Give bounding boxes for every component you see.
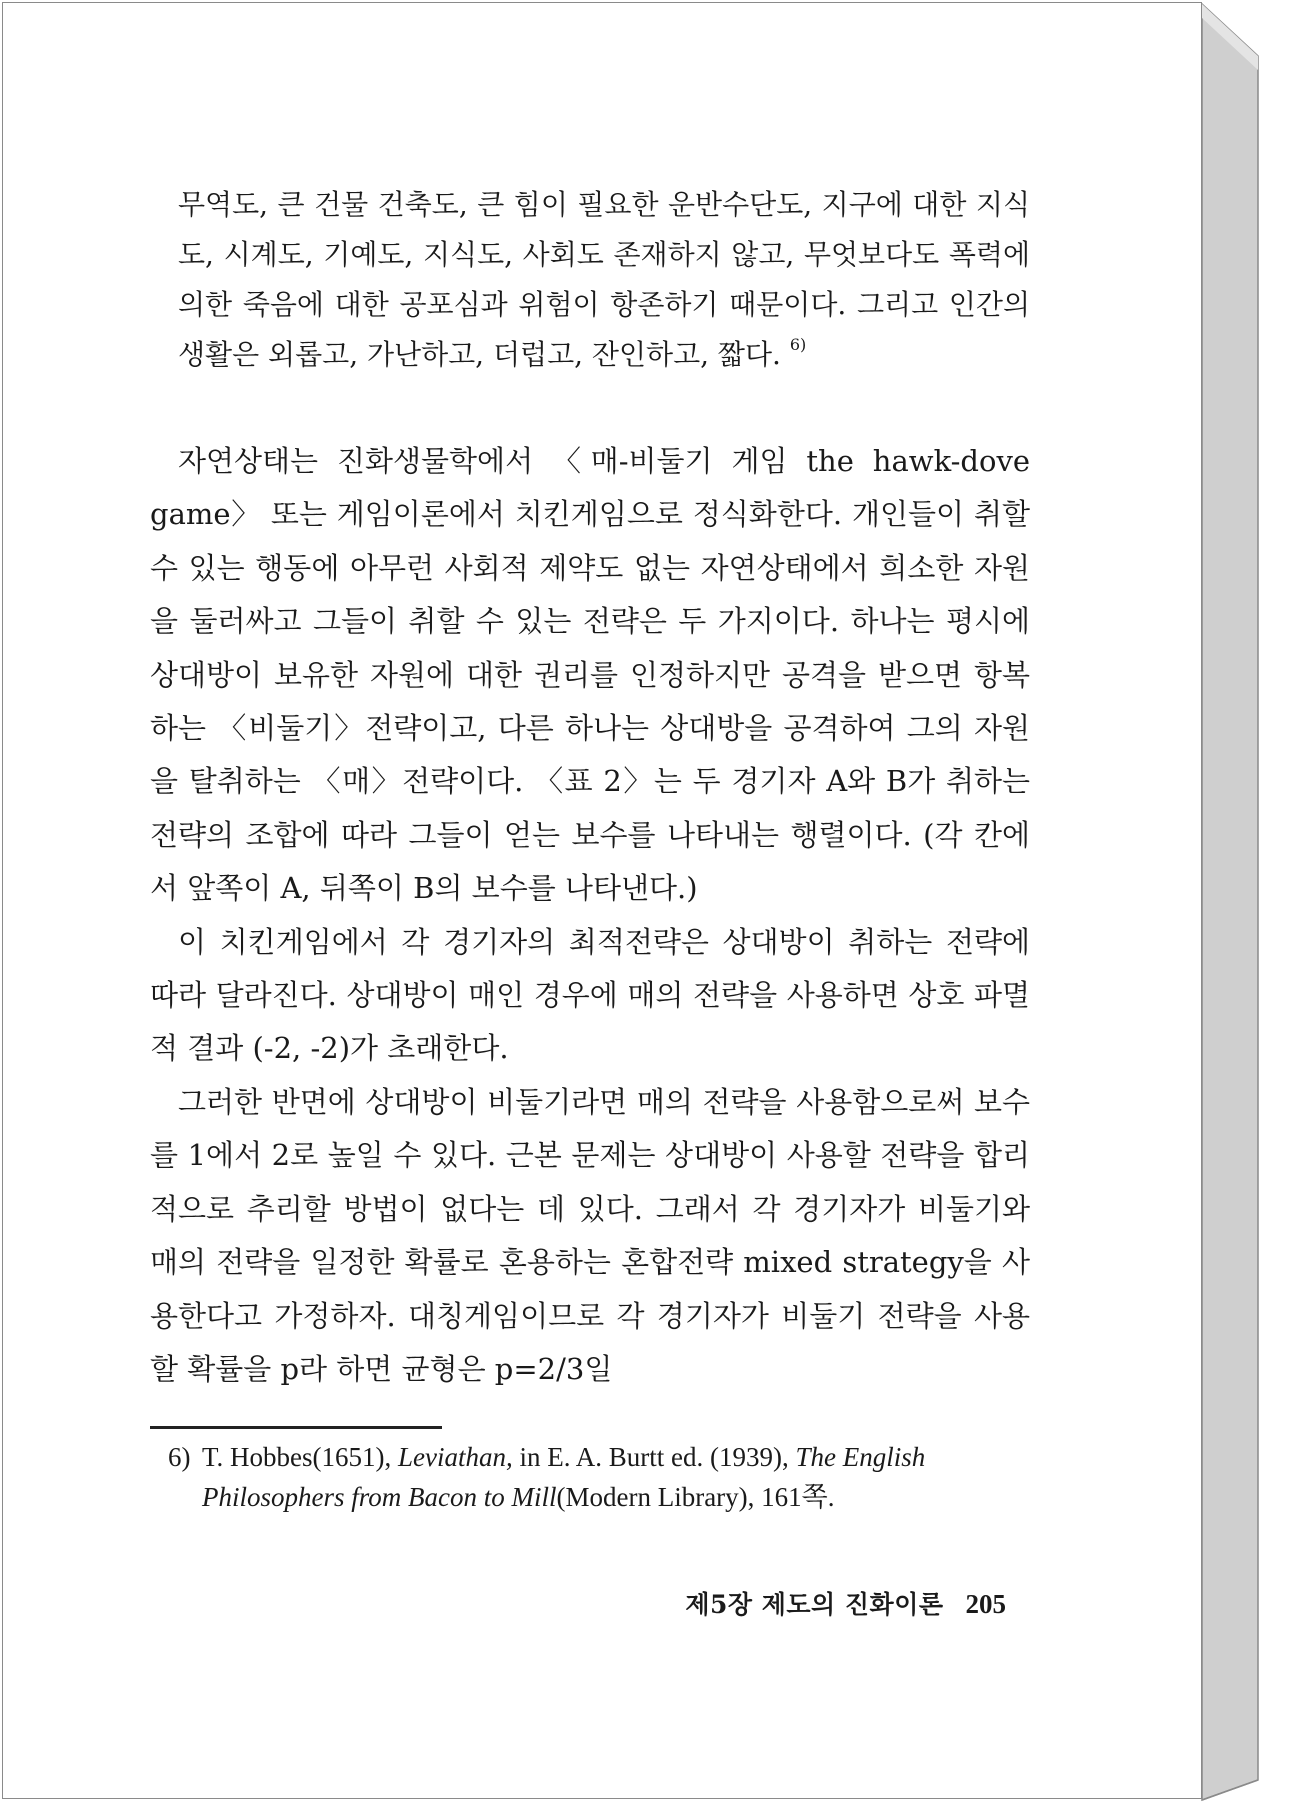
- paragraph: 이 치킨게임에서 각 경기자의 최적전략은 상대방이 취하는 전략에 따라 달라진다. 상대방이 매인 경우에 매의 전략을 사용하면 상호 파멸적 결과 (-2, -2)가 초래한다.: [150, 924, 1030, 1066]
- footnote-text-1: T. Hobbes(1651),: [202, 1442, 398, 1472]
- chapter-title: 제5장 제도의 진화이론: [685, 1590, 944, 1619]
- quote-paragraph: [178, 180, 1030, 380]
- paragraph: 그러한 반면에 상대방이 비둘기라면 매의 전략을 사용함으로써 보수를 1에서 2로 높일 수 있다. 근본 문제는 상대방이 사용할 전략을 합리적으로 추리할 방법이 없다는 데 있다. 그래서 각 경기자가 비둘기와 매의 전략을 일정한 확률로 혼용하는 혼합전략 mixed strategy을 사용한다고 가정하자. 대칭게임이므로 각 경기자가 비둘기 전략을 사용할 확률을 p라 하면 균형은 p=2/3일: [150, 1084, 1030, 1386]
- footnote-divider: [150, 1426, 442, 1429]
- footnote-title-1: Leviathan,: [397, 1442, 513, 1472]
- paragraph: 자연상태는 진화생물학에서 〈매-비둘기 게임 the hawk-dove game〉 또는 게임이론에서 치킨게임으로 정식화한다. 개인들이 취할 수 있는 행동에 아무런 사회적 제약도 없는 자연상태에서 희소한 자원을 둘러싸고 그들이 취할 수 있는 전략은 두 가지이다. 하나는 평시에 상대방이 보유한 자원에 대한 권리를 인정하지만 공격을 받으면 항복하는 〈비둘기〉전략이고, 다른 하나는 상대방을 공격하여 그의 자원을 탈취하는 〈매〉전략이다. 〈표 2〉는 두 경기자 A와 B가 취하는 전략의 조합에 따라 그들이 얻는 보수를 나타내는 행렬이다. (각 칸에서 앞쪽이 A, 뒤쪽이 B의 보수를 나타낸다.): [150, 444, 1030, 906]
- footnote-title-2: The English Philosophers from Bacon to Mill: [202, 1442, 926, 1512]
- footnotes: [168, 1437, 1038, 1517]
- block-quote: [150, 180, 1030, 380]
- page-content: [150, 180, 1030, 1396]
- quote-text: 무역도, 큰 건물 건축도, 큰 힘이 필요한 운반수단도, 지구에 대한 지식도, 시계도, 기예도, 지식도, 사회도 존재하지 않고, 무엇보다도 폭력에 의한 죽음에 대한 공포심과 위험이 항존하기 때문이다. 그리고 인간의 생활은 외롭고, 가난하고, 더럽고, 잔인하고, 짧다.: [178, 188, 1030, 371]
- footnote-reference: 6): [789, 335, 807, 354]
- body-text: [150, 435, 1030, 1396]
- footnote-number: 6): [168, 1442, 191, 1472]
- footnote: [168, 1437, 1038, 1517]
- footnote-text-3: (Modern Library), 161쪽.: [556, 1482, 835, 1512]
- footnote-text-2: in E. A. Burtt ed. (1939),: [512, 1442, 796, 1472]
- running-footer: [150, 1585, 1006, 1621]
- page-number: 205: [965, 1589, 1006, 1619]
